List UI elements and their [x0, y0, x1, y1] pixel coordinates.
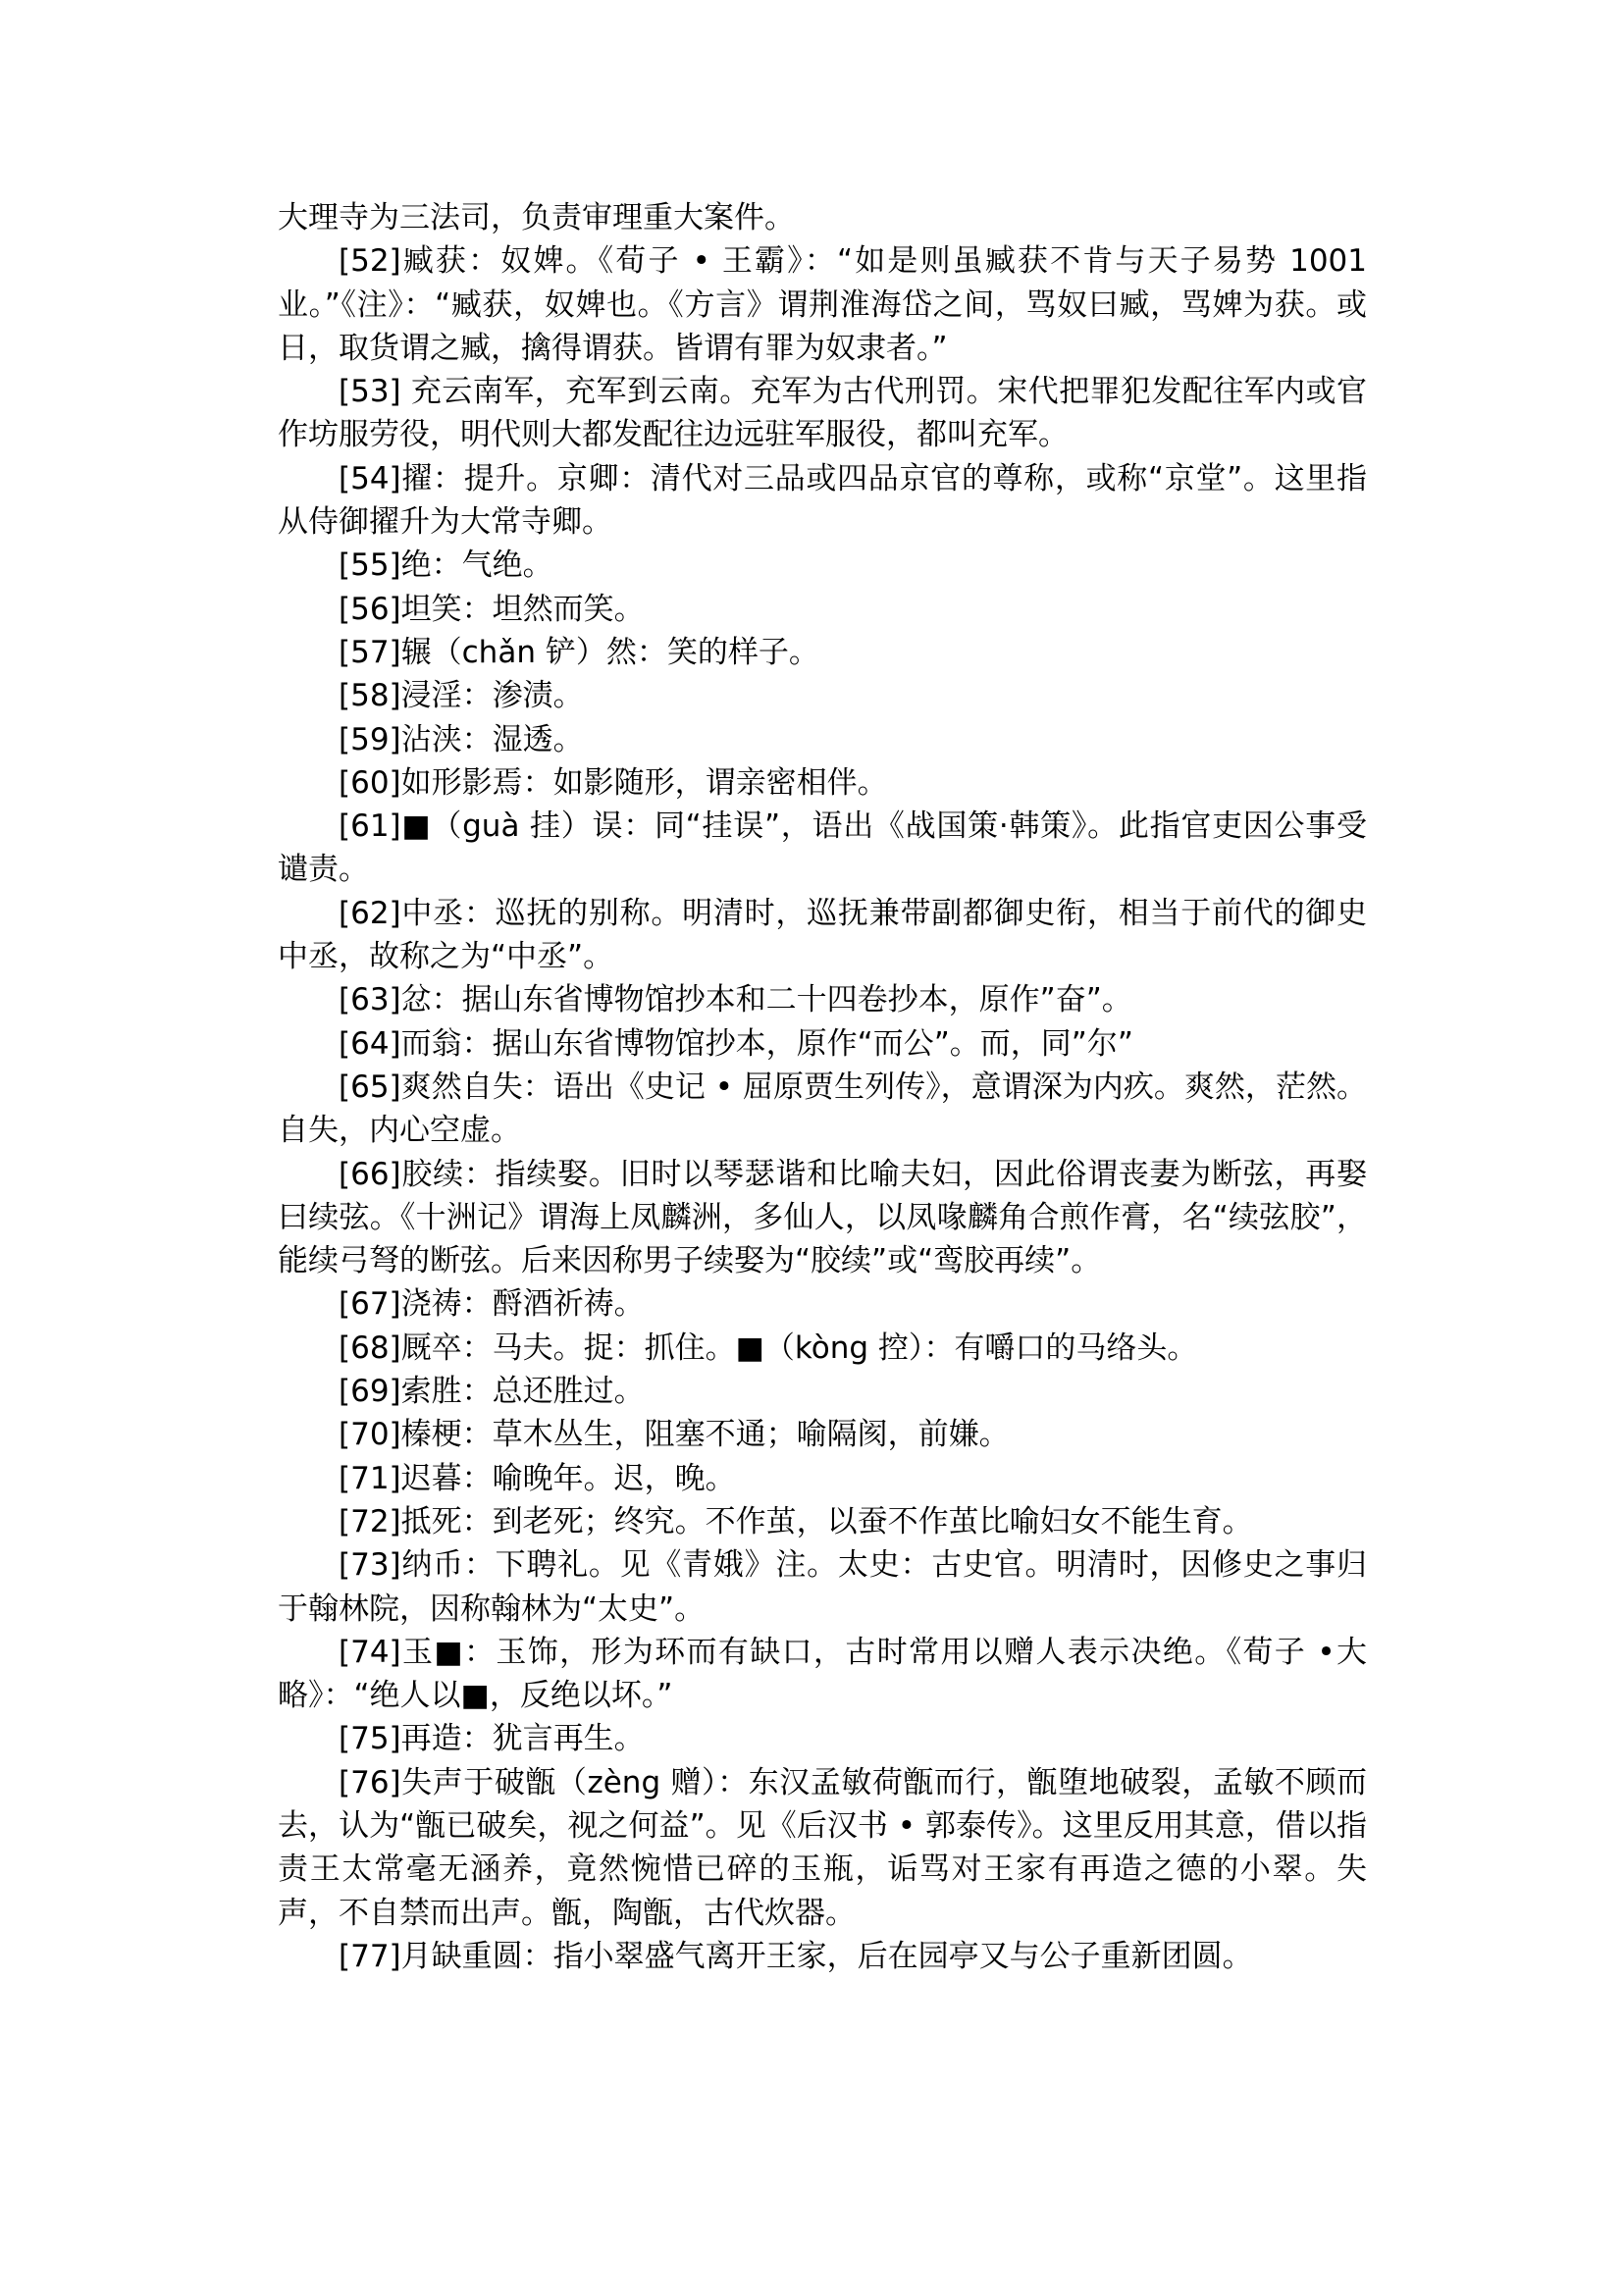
note-52: [52]臧获：奴婢。《荀子 • 王霸》：“如是则虽臧获不肯与天子易势 1001业。”《注》：“臧获，奴婢也。《方言》谓荆淮海岱之间，骂奴曰臧，骂婢为获。或日，取货谓之臧，擒得谓获。皆谓有罪为奴隶者。”	[278, 243, 1367, 366]
note-77: [77]月缺重圆：指小翠盛气离开王家，后在园亭又与公子重新团圆。	[339, 1938, 1253, 1974]
note-53: [53] 充云南军，充军到云南。充军为古代刑罚。宋代把罪犯发配往军内或官作坊服劳役，明代则大都发配往边远驻军服役，都叫充军。	[278, 374, 1367, 453]
note-73: [73]纳币：下聘礼。见《青娥》注。太史：古史官。明清时，因修史之事归于翰林院，因称翰林为“太史”。	[278, 1547, 1367, 1627]
note-68: [68]厩卒：马夫。捉：抓住。■（kòng 控）：有嚼口的马络头。	[339, 1329, 1198, 1366]
note-58: [58]浸淫：渗渍。	[339, 678, 584, 714]
note-64: [64]而翁：据山东省博物馆抄本，原作“而公”。而，同”尔”	[339, 1025, 1133, 1062]
document-page	[278, 196, 1367, 1978]
note-57: [57]辗（chǎn 铲）然：笑的样子。	[339, 634, 819, 670]
note-61: [61]■（guà 挂）误：同“挂误”，语出《战国策·韩策》。此指官吏因公事受谴责。	[278, 808, 1367, 888]
note-62: [62]中丞：巡抚的别称。明清时，巡抚兼带副都御史衔，相当于前代的御史中丞，故称之为“中丞”。	[278, 895, 1367, 975]
note-56: [56]坦笑：坦然而笑。	[339, 591, 645, 627]
note-55: [55]绝：气绝。	[339, 547, 553, 584]
note-69: [69]索胜：总还胜过。	[339, 1374, 645, 1410]
note-54: [54]擢：提升。京卿：清代对三品或四品京官的尊称，或称“京堂”。这里指从侍御擢升为大常寺卿。	[278, 460, 1367, 541]
note-71: [71]迟暮：喻晚年。迟，晚。	[339, 1460, 736, 1496]
note-63: [63]忿：据山东省博物馆抄本和二十四卷抄本，原作”奋”。	[339, 982, 1132, 1018]
note-67: [67]浇祷：酹酒祈祷。	[339, 1286, 645, 1323]
continuation-paragraph: 大理寺为三法司，负责审理重大案件。	[278, 200, 795, 235]
note-59: [59]沾浃：湿透。	[339, 721, 584, 757]
note-72: [72]抵死：到老死；终究。不作茧，以蚕不作茧比喻妇女不能生育。	[339, 1503, 1253, 1539]
note-66: [66]胶续：指续娶。旧时以琴瑟谐和比喻夫妇，因此俗谓丧妻为断弦，再娶曰续弦。《十洲记》谓海上凤麟洲，多仙人，以凤喙麟角合煎作膏，名“续弦胶”，能续弓弩的断弦。后来因称男子续娶为“胶续”或“鸾胶再续”。	[278, 1156, 1367, 1279]
note-70: [70]榛梗：草木丛生，阻塞不通；喻隔阂，前嫌。	[339, 1417, 1010, 1453]
note-65: [65]爽然自失：语出《史记 • 屈原贾生列传》，意谓深为内疚。爽然，茫然。自失，内心空虚。	[278, 1069, 1367, 1149]
note-74: [74]玉■：玉饰，形为环而有缺口，古时常用以赠人表示决绝。《荀子 •大略》：“绝人以■，反绝以坏。”	[278, 1634, 1367, 1714]
note-76: [76]失声于破甑（zèng 赠）：东汉孟敏荷甑而行，甑堕地破裂，孟敏不顾而去，认为“甑已破矣，视之何益”。见《后汉书 • 郭泰传》。这里反用其意，借以指责王太常毫无涵养，竟然惋惜已碎的玉瓶，诟骂对王家有再造之德的小翠。失声，不自禁而出声。甑，陶甑，古代炊器。	[278, 1764, 1367, 1931]
note-75: [75]再造：犹言再生。	[339, 1721, 645, 1757]
note-60: [60]如形影焉：如影随形，谓亲密相伴。	[339, 764, 888, 801]
